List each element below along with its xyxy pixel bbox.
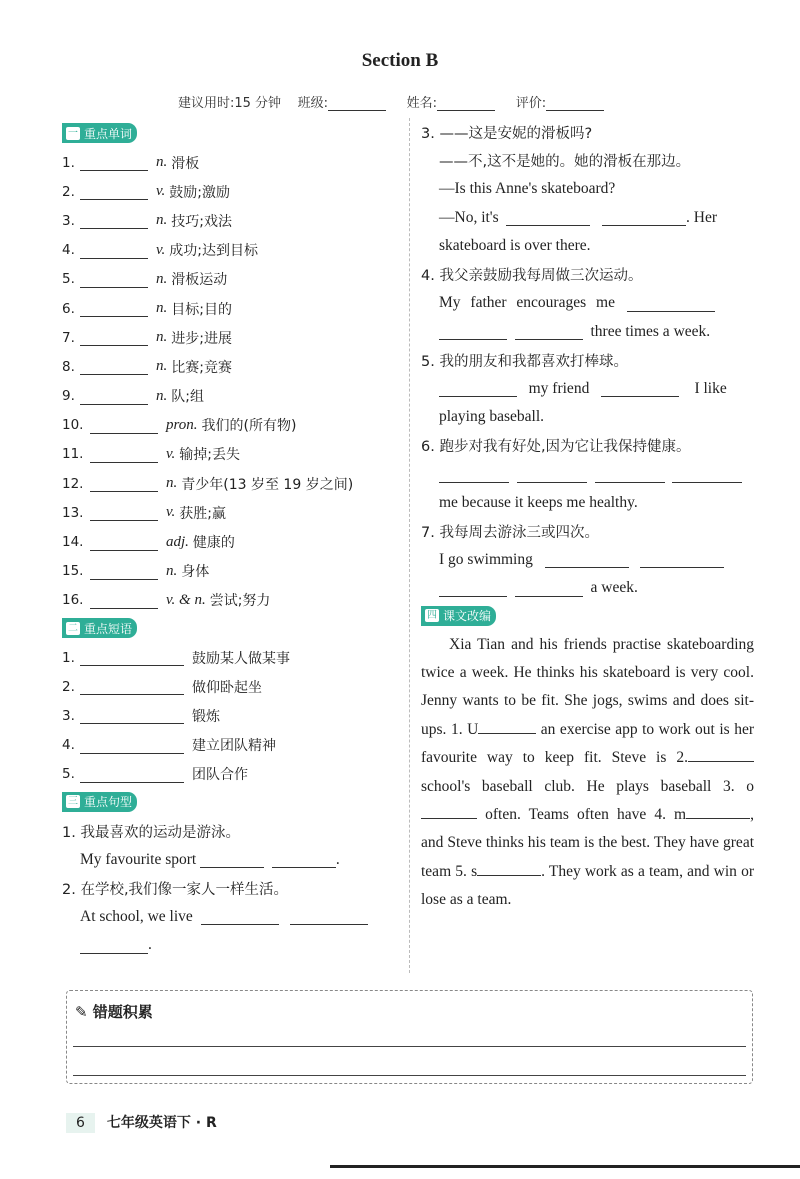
blank[interactable]: [439, 466, 509, 483]
page-footer: [66, 1112, 217, 1133]
passage-blank-2[interactable]: [688, 745, 754, 762]
word-blank[interactable]: [80, 300, 148, 317]
word-blank[interactable]: [90, 475, 158, 492]
word-item: 2. v. 鼓励;激励: [62, 183, 231, 201]
word-item: 3. n. 技巧;戏法: [62, 212, 232, 230]
blank[interactable]: [439, 580, 507, 597]
meta-eval-label: 评价:: [515, 96, 547, 111]
word-item: 1. n. 滑板: [62, 154, 200, 172]
q4-en1: My father encourages me: [421, 289, 754, 318]
class-blank[interactable]: [328, 96, 386, 111]
q2-en-cont: .: [62, 931, 402, 960]
q7-en2: a week.: [421, 574, 754, 603]
meta-class-label: 班级:: [297, 96, 328, 111]
q7-zh: 7. 我每周去游泳三或四次。: [421, 524, 599, 541]
mistake-notes-box: [66, 990, 753, 1084]
q6-zh: 6. 跑步对我有好处,因为它让我保持健康。: [421, 439, 691, 456]
phrase-item: 2. 做仰卧起坐: [62, 678, 262, 696]
q6-en1: [421, 460, 754, 489]
passage: Xia Tian and his friends practise skateboarding twice a week. He thinks his skateboard is very cool. Jenny wants to be fit. She jogs, swims and does sit-ups. 1. U an exercise app to work out is her favourite way to keep fit. Steve is 2. school's baseball club. He plays baseball 3. o often. Teams often have 4. m , and Steve thinks his team is the best. They have great team 5. s . They work as a team, and win or lose as a team.: [421, 635, 755, 909]
word-item: 10. pron. 我们的(所有物): [62, 416, 297, 435]
q7-en1: I go swimming: [421, 546, 754, 575]
blank[interactable]: [672, 466, 742, 483]
phrase-list: [62, 643, 402, 789]
meta-time: 建议用时:15 分钟: [178, 96, 282, 111]
passage-blank-5[interactable]: [477, 859, 541, 876]
word-item: 15. n. 身体: [62, 562, 210, 581]
page-number: 6: [66, 1113, 95, 1133]
phrase-blank[interactable]: [80, 737, 184, 754]
word-item: 4. v. 成功;达到目标: [62, 241, 259, 260]
blank[interactable]: [545, 551, 629, 568]
phrase-item: 4. 建立团队精神: [62, 737, 276, 755]
blank[interactable]: [439, 323, 507, 340]
word-blank[interactable]: [90, 417, 158, 434]
word-blank[interactable]: [80, 388, 148, 405]
name-blank[interactable]: [437, 96, 495, 111]
left-column: [62, 120, 402, 959]
word-item: 16. v. & n. 尝试;努力: [62, 591, 271, 610]
meta-name-label: 姓名:: [406, 96, 438, 111]
blank[interactable]: [515, 323, 583, 340]
blank[interactable]: [290, 908, 368, 925]
word-item: 9. n. 队;组: [62, 387, 204, 406]
word-item: 8. n. 比赛;竞赛: [62, 358, 232, 376]
word-blank[interactable]: [80, 329, 148, 346]
blank[interactable]: [517, 466, 587, 483]
q3-zh: 3. ——这是安妮的滑板吗?: [421, 125, 593, 142]
phrase-item: 5. 团队合作: [62, 766, 248, 784]
word-blank[interactable]: [90, 446, 158, 463]
blank[interactable]: [595, 466, 665, 483]
phrase-blank[interactable]: [80, 766, 184, 783]
notes-line[interactable]: [73, 1075, 746, 1076]
phrase-blank[interactable]: [80, 649, 184, 666]
phrase-blank[interactable]: [80, 707, 184, 724]
phrase-blank[interactable]: [80, 678, 184, 695]
eval-blank[interactable]: [546, 96, 604, 111]
phrase-item: 3. 锻炼: [62, 707, 220, 725]
book-title: 七年级英语下 · R: [106, 1115, 217, 1131]
section-header-passage: 四 课文改编: [421, 605, 754, 627]
q4-en2: three times a week.: [421, 318, 754, 347]
q3-en1: —Is this Anne's skateboard?: [439, 180, 616, 198]
word-blank[interactable]: [80, 183, 148, 200]
word-item: 13. v. 获胜;赢: [62, 504, 227, 522]
word-item: 7. n. 进步;进展: [62, 329, 232, 347]
word-blank[interactable]: [90, 563, 158, 580]
blank[interactable]: [515, 580, 583, 597]
word-item: 14. adj. 健康的: [62, 533, 235, 552]
q2-zh: 2. 在学校,我们像一家人一样生活。: [62, 881, 289, 898]
blank[interactable]: [200, 851, 264, 868]
word-blank[interactable]: [80, 358, 148, 375]
meta-row: [178, 92, 604, 111]
blank[interactable]: [506, 209, 590, 226]
q1-en: My favourite sport .: [80, 850, 340, 868]
section-header-phrases: 二 重点短语: [62, 617, 402, 639]
blank[interactable]: [627, 295, 715, 312]
q5-en1: my friend I like: [421, 375, 754, 404]
q5-zh: 5. 我的朋友和我都喜欢打棒球。: [421, 353, 628, 370]
phrase-item: 1. 鼓励某人做某事: [62, 649, 290, 667]
word-blank[interactable]: [80, 271, 148, 288]
blank[interactable]: [272, 851, 336, 868]
passage-blank-4[interactable]: [686, 802, 750, 819]
word-item: 11. v. 输掉;丢失: [62, 445, 241, 464]
passage-blank-3[interactable]: [421, 802, 477, 819]
word-item: 6. n. 目标;目的: [62, 300, 232, 318]
blank[interactable]: [602, 209, 686, 226]
blank[interactable]: [439, 380, 517, 397]
q3-zh2: ——不,这不是她的。她的滑板在那边。: [439, 154, 691, 171]
word-blank[interactable]: [90, 534, 158, 551]
q2-en: At school, we live: [62, 902, 402, 931]
notes-line[interactable]: [73, 1046, 746, 1047]
page-title: Section B: [361, 50, 439, 71]
section-header-sentences: 三 重点句型: [62, 791, 402, 813]
mistake-notes-title: ✎ 错题积累: [75, 1003, 153, 1021]
word-blank[interactable]: [90, 592, 158, 609]
word-blank[interactable]: [90, 504, 158, 521]
q6-en2: me because it keeps me healthy.: [439, 493, 638, 511]
q3-en3: skateboard is over there.: [439, 237, 591, 255]
word-item: 12. n. 青少年(13 岁至 19 岁之间): [62, 475, 354, 493]
section-header-words: 一 重点单词: [62, 122, 402, 144]
blank[interactable]: [640, 551, 724, 568]
q1-zh: 1. 我最喜欢的运动是游泳。: [62, 824, 240, 841]
column-divider: [409, 118, 410, 973]
q5-en2: playing baseball.: [439, 408, 545, 426]
word-blank[interactable]: [80, 212, 148, 229]
right-column: [421, 118, 754, 915]
q4-zh: 4. 我父亲鼓励我每周做三次运动。: [421, 268, 643, 285]
word-blank[interactable]: [80, 154, 148, 171]
word-blank[interactable]: [80, 242, 148, 259]
passage-blank-1[interactable]: [478, 717, 536, 734]
word-item: 5. n. 滑板运动: [62, 270, 228, 289]
q3-en2: —No, it's . Her: [439, 208, 718, 226]
blank[interactable]: [80, 937, 148, 954]
blank[interactable]: [601, 380, 679, 397]
word-list: [62, 148, 402, 615]
bottom-rule: [330, 1165, 800, 1168]
blank[interactable]: [201, 908, 279, 925]
